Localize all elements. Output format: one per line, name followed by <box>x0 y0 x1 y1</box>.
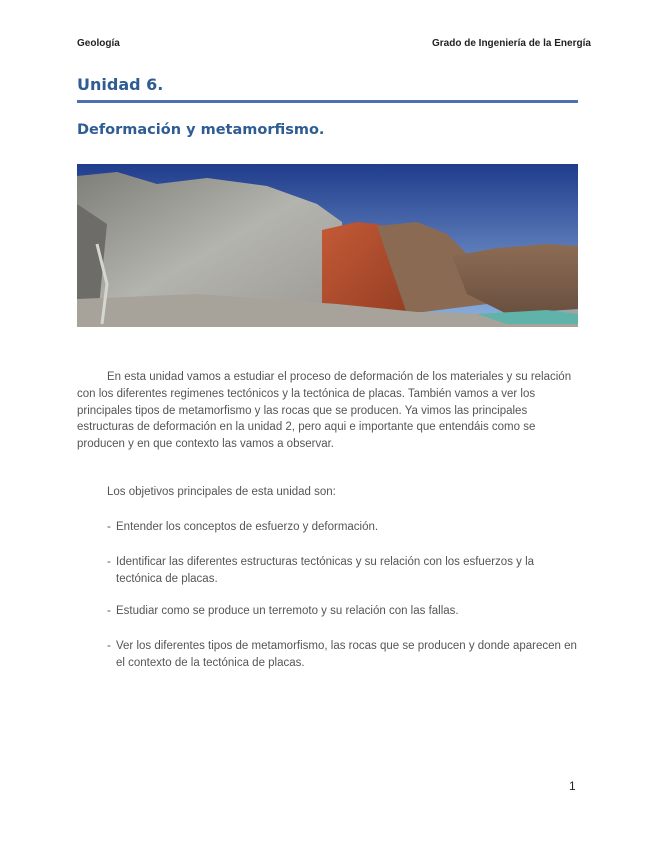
page-number: 1 <box>569 779 576 793</box>
objective-text: Identificar las diferentes estructuras tectónicas y su relación con los esfuerzos y la tectónica de placas. <box>116 556 535 585</box>
objective-text: Entender los conceptos de esfuerzo y deformación. <box>116 521 379 533</box>
objective-text: Ver los diferentes tipos de metamorfismo, las rocas que se producen y donde aparecen en el contexto de la tectónica de placas. <box>116 640 577 669</box>
title-divider <box>77 100 578 103</box>
objective-item <box>107 519 577 536</box>
objective-item <box>107 554 577 587</box>
bullet-dash: - <box>107 521 111 533</box>
bullet-dash: - <box>107 556 111 568</box>
mountain-landscape-photo <box>77 164 578 327</box>
intro-paragraph <box>77 369 578 453</box>
intro-text: En esta unidad vamos a estudiar el proceso de deformación de los materiales y su relación con los diferentes regimenes tectónicos y la tectónica de placas. También vamos a ver los principales tipos de metamorfismo y las rocas que se producen. Ya vimos las principales estructuras de deformación en la unidad 2, pero aqui e importante que entendáis como se producen y en que contexto las vamos a observar. <box>77 371 572 451</box>
unit-title: Unidad 6. <box>77 75 164 94</box>
header-subject: Geología <box>77 38 120 49</box>
section-subtitle: Deformación y metamorfismo. <box>77 122 325 138</box>
objective-item <box>107 603 577 620</box>
objective-item <box>107 638 577 671</box>
objective-text: Estudiar como se produce un terremoto y su relación con las fallas. <box>116 605 459 617</box>
bullet-dash: - <box>107 640 111 652</box>
objectives-heading: Los objetivos principales de esta unidad son: <box>107 486 336 498</box>
header-degree: Grado de Ingeniería de la Energía <box>432 38 591 49</box>
bullet-dash: - <box>107 605 111 617</box>
